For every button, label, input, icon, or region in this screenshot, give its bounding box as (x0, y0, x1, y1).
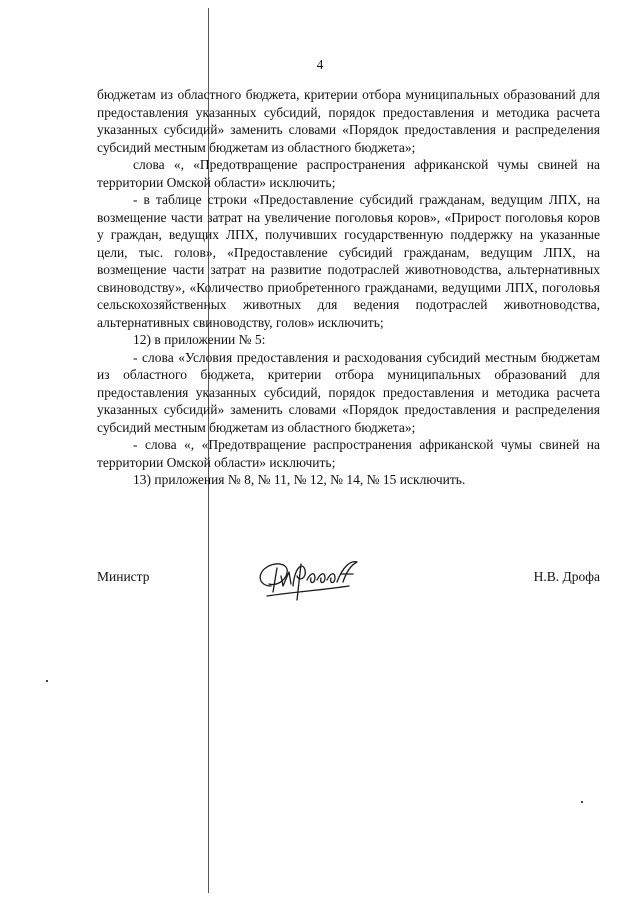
signer-name: Н.В. Дрофа (533, 569, 600, 584)
paragraph: 12) в приложении № 5: (133, 332, 266, 347)
position-title: Министр (97, 569, 150, 584)
handwritten-signature (253, 556, 363, 604)
paragraph: слова «, «Предотвращение распространения африканской чумы свиней на территории Омской области» исключить; (97, 157, 600, 190)
paragraph: - слова «, «Предотвращение распространения африканской чумы свиней на территории Омской области» исключить; (97, 437, 600, 470)
page-number: 4 (316, 57, 324, 72)
scan-speck (46, 680, 48, 682)
paragraph: - в таблице строки «Предоставление субсидий гражданам, ведущим ЛПХ, на возмещение части затрат на увеличение поголовья коров», «Прирост поголовья коров у граждан, ведущих ЛПХ, получивших государственную поддержку на указанные цели, тыс. голов», «Предоставление субсидий гражданам, ведущим ЛПХ, на возмещение части затрат на развитие подотраслей животноводства, альтернативных свиноводству», «Количество приобретенного гражданами, ведущими ЛПХ, поголовья сельскохозяйственных животных для ведения подотраслей животноводства, альтернативных свиноводству, голов» исключить; (97, 192, 600, 330)
paragraph: - слова «Условия предоставления и расходования субсидий местным бюджетам из областного бюджета, критерии отбора муниципальных образований для предоставления указанных субсидий, порядок предоставления и методика расчета указанных субсидий» заменить словами «Порядок предоставления и распределения субсидий местным бюджетам из областного бюджета»; (97, 349, 600, 435)
paragraph: 13) приложения № 8, № 11, № 12, № 14, № 15 исключить. (133, 472, 466, 487)
paragraph: бюджетам из областного бюджета, критерии отбора муниципальных образований для предоставления указанных субсидий, порядок предоставления и методика расчета указанных субсидий» заменить словами «Порядок предоставления и распределения субсидий местным бюджетам из областного бюджета»; (97, 87, 600, 155)
scan-speck (581, 801, 583, 803)
document-body (97, 86, 600, 489)
